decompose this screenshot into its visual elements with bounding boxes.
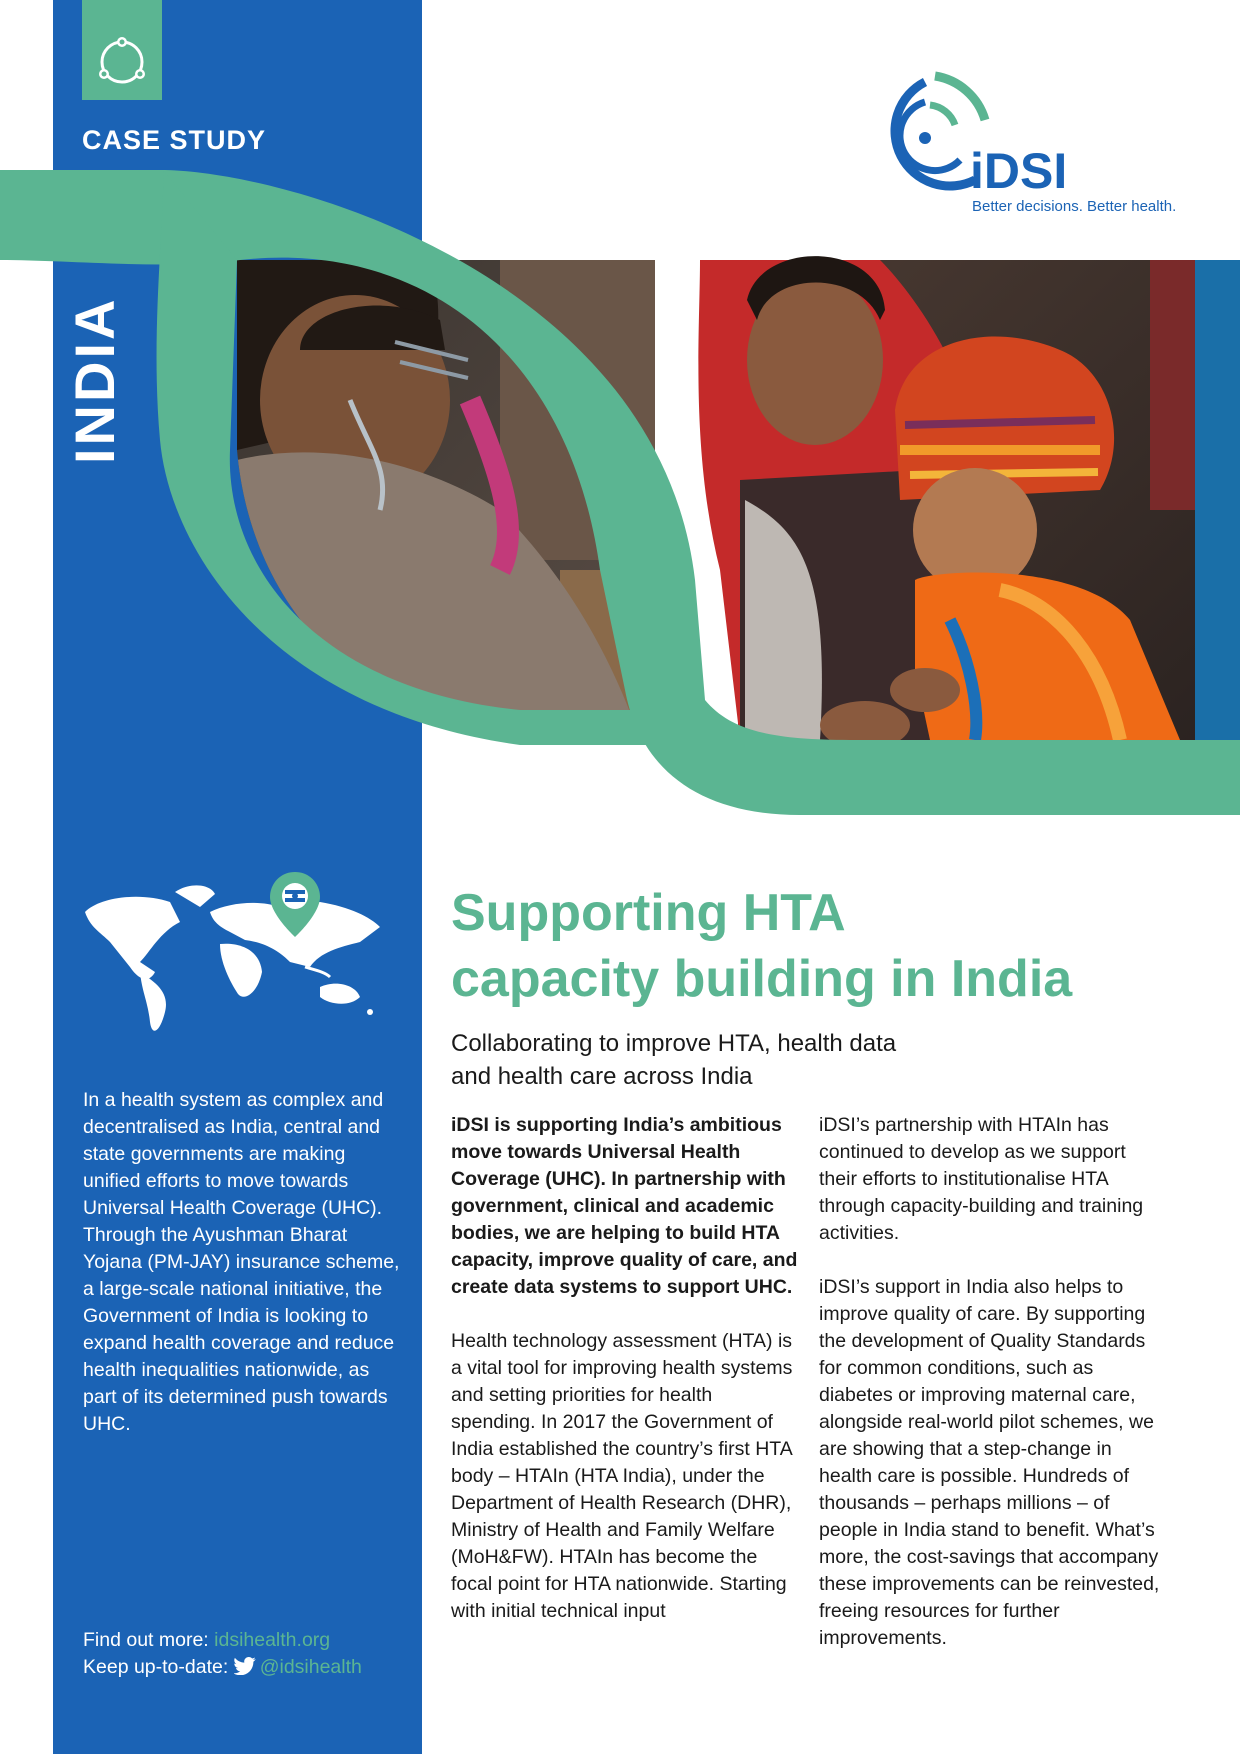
case-study-label: CASE STUDY [82,125,267,155]
world-map [80,872,390,1046]
find-out-more-line [83,1627,362,1654]
hero-illustration [0,150,1240,820]
sidebar-intro: In a health system as complex and decentralised as India, central and state governments are making unified efforts to move towards Universal Health Coverage (UHC). Through the Ayushman Bharat Yojana (PM-JAY) insurance scheme, a large-scale national initiative, the Government of India is looking to expand health coverage and reduce health inequalities nationwide, as part of its determined push towards UHC. [83,1089,400,1435]
body-paragraph-3: iDSI’s support in India also helps to improve quality of care. By supporting the development of Quality Standards for common conditions, such as diabetes or improving maternal care, alongside real-world pilot schemes, we are showing that a step-change in health care is possible. Hundreds of thousands – perhaps millions – of people in India stand to benefit. What’s more, the cost-savings that accompany these improvements can be reinvested, freeing resources for further improvements. [819,1276,1160,1649]
lead-paragraph: iDSI is supporting India’s ambitious move towards Universal Health Coverage (UHC). In partnership with government, clinical and academic bodies, we are helping to build HTA capacity, improve quality of care, and create data systems to support UHC. [451,1114,798,1298]
idsi-logo [855,70,1095,214]
subtitle-line-1: Collaborating to improve HTA, health data [451,1030,897,1057]
brand-tagline: Better decisions. Better health. [972,198,1177,215]
body-paragraph-2: iDSI’s partnership with HTAIn has continued to develop as we support their efforts to institutionalise HTA through capacity-building and training activities. [819,1114,1144,1244]
body-paragraph-1: Health technology assessment (HTA) is a vital tool for improving health systems and setting priorities for health spending. In 2017 the Government of India established the country’s first HTA body – HTAIn (HTA India), under the Department of Health Research (DHR), Ministry of Health and Family Welfare (MoH&FW). HTAIn has become the focal point for HTA nationwide. Starting with initial technical input [451,1330,793,1622]
cycle-icon [82,0,162,100]
find-out-label: Find out more: [83,1629,215,1651]
idsi-wordmark: iDSI [970,143,1068,199]
article-column-2 [819,1112,1164,1679]
article-subtitle [451,1027,1011,1093]
subtitle-line-2: and health care across India [451,1063,753,1090]
twitter-icon[interactable] [234,1657,256,1675]
keep-up-line [83,1654,362,1681]
title-line-2: capacity building in India [451,950,1073,1008]
cycle-logo [82,0,162,100]
article-column-1 [451,1112,801,1652]
hero-photo [0,150,1240,820]
title-line-1: Supporting HTA [451,884,846,942]
world-map-graphic [80,872,390,1042]
keep-up-label: Keep up-to-date: [83,1656,234,1678]
website-link[interactable]: idsihealth.org [214,1629,331,1651]
country-label: INDIA [63,296,126,464]
article-title [451,880,1191,1012]
twitter-handle-link[interactable]: @idsihealth [259,1656,362,1678]
idsi-logo-mark [855,70,1095,210]
sidebar-links [83,1627,362,1681]
